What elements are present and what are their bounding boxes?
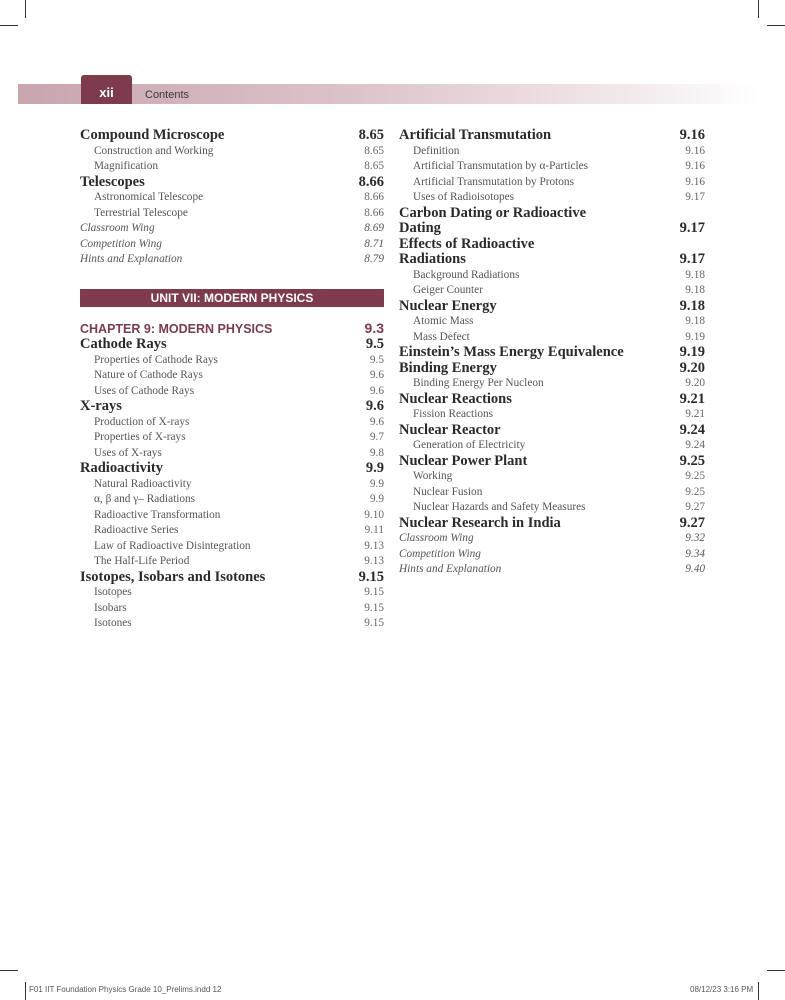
toc-entry-page: 9.15 [364,601,384,614]
toc-entry-subtopic [80,446,384,462]
toc-entry-subtopic [80,523,384,539]
chapter-title: CHAPTER 9: MODERN PHYSICS [80,322,273,336]
toc-entry-subtopic [80,368,384,384]
running-header-title: Contents [145,89,190,101]
toc-entry-heading [80,175,384,191]
toc-entry-title: Astronomical Telescope [94,191,204,203]
toc-entry-heading [399,206,705,222]
toc-entry-page: 9.6 [369,369,384,381]
toc-entry-subtopic [80,508,384,524]
toc-entry-subtopic [80,477,384,493]
toc-entry-title: Nuclear Reactions [399,390,512,407]
toc-entry-heading [399,299,705,315]
unit-title: UNIT VII: MODERN PHYSICS [80,289,384,307]
toc-entry-page: 9.6 [369,415,384,428]
toc-entry-title: Fission Reactions [413,408,494,420]
toc-entry-page: 8.65 [358,127,384,143]
toc-entry-page: 9.13 [364,555,384,567]
toc-entry-title: X-rays [80,398,122,414]
toc-entry-subtopic [399,283,705,299]
toc-entry-page: 9.18 [679,297,705,314]
page-number: xii [81,75,132,104]
toc-entry-subtopic [80,601,384,617]
toc-entry-page: 9.24 [685,439,705,451]
toc-entry-title: Compound Microscope [80,127,225,143]
toc-entry-section [80,237,384,253]
toc-entry-title: Mass Defect [413,330,470,343]
toc-entry-page: 8.71 [364,237,384,250]
toc-entry-title: Production of X-rays [94,415,190,428]
toc-entry-page: 9.21 [679,390,705,407]
toc-entry-page: 9.19 [679,344,705,360]
toc-entry-page: 9.19 [685,330,705,343]
toc-entry-page: 9.6 [369,384,384,397]
toc-entry-heading [399,237,705,253]
crop-mark [0,25,18,26]
toc-entry-subtopic [399,438,705,454]
toc-entry-subtopic [80,353,384,369]
toc-entry-subtopic [399,330,705,346]
toc-entry-title: Einstein’s Mass Energy Equivalence [399,344,624,360]
toc-entry-title: Isotones [94,617,132,629]
toc-entry-title: Nuclear Fusion [413,485,483,498]
toc-entry-subtopic [80,415,384,431]
toc-entry-heading [399,128,705,144]
toc-entry-subtopic [399,144,705,160]
toc-entry-title: Uses of X-rays [94,446,162,459]
toc-entry-page: 9.24 [679,421,705,438]
toc-entry-subtopic [399,500,705,516]
toc-entry-heading [399,392,705,408]
toc-entry-title: Artificial Transmutation by Protons [413,175,574,188]
toc-entry-title: Construction and Working [94,144,214,157]
toc-entry-title: Cathode Rays [80,336,167,352]
chapter-heading [80,320,384,336]
toc-entry-heading [399,221,705,237]
toc-entry-title: Nuclear Power Plant [399,452,528,469]
toc-entry-title: Artificial Transmutation by α-Particles [413,160,589,172]
toc-entry-heading [80,337,384,353]
toc-entry-subtopic [80,206,384,222]
toc-entry-title: Properties of Cathode Rays [94,353,218,366]
toc-entry-title: Radioactive Transformation [94,508,221,521]
toc-entry-section [399,531,705,547]
toc-entry-title: Hints and Explanation [399,563,502,575]
footer-timestamp: 08/12/23 3:16 PM [690,985,754,994]
toc-entry-title: Nuclear Research in India [399,514,561,531]
toc-entry-page: 9.32 [685,532,705,544]
toc-entry-page: 9.25 [685,470,705,482]
toc-entry-title: Nature of Cathode Rays [94,369,203,381]
toc-entry-page: 9.16 [685,175,705,188]
crop-mark [758,982,759,1000]
toc-entry-subtopic [399,268,705,284]
toc-entry-page: 9.18 [685,268,705,281]
toc-entry-subtopic [399,314,705,330]
toc-entry-page: 8.66 [364,206,384,219]
toc-entry-subtopic [80,384,384,400]
toc-entry-page: 8.65 [364,144,384,157]
toc-entry-page: 9.5 [365,336,384,352]
toc-entry-page: 9.9 [369,477,384,490]
toc-entry-page: 9.34 [685,547,705,560]
toc-entry-title: Isobars [94,601,127,614]
toc-entry-title: Nuclear Energy [399,297,497,314]
toc-entry-page: 8.69 [364,222,384,234]
toc-entry-title: Working [413,470,453,482]
toc-entry-subtopic [399,190,705,206]
crop-mark [767,25,785,26]
toc-entry-title: Radioactivity [80,460,163,476]
toc-entry-page: 9.15 [364,586,384,598]
toc-entry-title: Properties of X-rays [94,431,186,443]
toc-entry-subtopic [399,485,705,501]
toc-entry-heading [399,345,705,361]
crop-mark [0,970,18,971]
toc-entry-title: Competition Wing [80,237,162,250]
toc-entry-title: Competition Wing [399,547,481,560]
toc-entry-heading [399,252,705,268]
toc-entry-page: 9.18 [685,284,705,296]
toc-entry-heading [80,399,384,415]
crop-mark [758,0,759,18]
toc-entry-subtopic [80,585,384,601]
crop-mark [767,970,785,971]
toc-entry-subtopic [399,407,705,423]
toc-entry-section [399,562,705,578]
toc-entry-subtopic [80,554,384,570]
toc-entry-title: Dating [399,220,441,236]
chapter-page: 9.3 [364,320,384,336]
toc-entry-page: 8.66 [364,191,384,203]
toc-entry-section [80,252,384,268]
toc-entry-page: 9.7 [369,431,384,443]
toc-entry-page: 9.17 [679,251,705,267]
toc-entry-heading [399,454,705,470]
toc-entry-page: 9.9 [365,460,384,476]
toc-entry-heading [399,361,705,377]
toc-entry-page: 9.25 [685,485,705,498]
toc-entry-page: 9.20 [679,359,705,376]
toc-entry-title: Isotopes [94,586,132,598]
toc-entry-title: Natural Radioactivity [94,477,192,490]
toc-entry-title: Telescopes [80,173,145,190]
toc-entry-page: 9.6 [365,398,384,414]
toc-right [399,128,705,578]
toc-entry-heading [80,461,384,477]
toc-entry-page: 9.27 [679,514,705,531]
toc-left-top [80,128,384,268]
toc-entry-page: 9.8 [369,446,384,459]
toc-entry-page: 9.27 [685,501,705,513]
toc-entry-title: Atomic Mass [413,315,474,327]
toc-entry-subtopic [399,376,705,392]
toc-entry-subtopic [80,190,384,206]
toc-entry-page: 9.10 [364,508,384,521]
toc-entry-title: Radioactive Series [94,524,179,536]
toc-entry-title: Classroom Wing [399,532,474,544]
toc-entry-subtopic [80,492,384,508]
toc-entry-title: Terrestrial Telescope [94,206,188,219]
toc-entry-page: 8.65 [364,160,384,172]
toc-entry-title: Law of Radioactive Disintegration [94,539,251,552]
toc-entry-page: 9.25 [679,452,705,469]
toc-entry-page: 9.20 [685,377,705,389]
toc-entry-title: Uses of Cathode Rays [94,384,195,397]
toc-entry-page: 9.9 [369,493,384,505]
toc-entry-title: Binding Energy Per Nucleon [413,377,544,389]
toc-entry-page: 9.17 [685,191,705,203]
toc-entry-title: Uses of Radioisotopes [413,191,515,203]
toc-entry-page: 9.18 [685,315,705,327]
crop-mark [25,0,26,18]
toc-entry-section [80,221,384,237]
toc-entry-page: 9.5 [369,353,384,366]
toc-entry-page: 9.15 [364,617,384,629]
toc-entry-subtopic [399,469,705,485]
toc-entry-page: 9.16 [685,144,705,157]
toc-entry-heading [399,516,705,532]
toc-entry-page: 8.79 [364,253,384,265]
toc-entry-subtopic [399,159,705,175]
toc-left-bottom [80,337,384,632]
toc-entry-subtopic [80,430,384,446]
toc-entry-page: 9.21 [685,408,705,420]
toc-entry-title: Carbon Dating or Radioactive [399,204,587,221]
toc-entry-title: α, β and γ– Radiations [94,493,196,505]
toc-entry-page: 9.16 [685,160,705,172]
toc-entry-page: 9.16 [679,127,705,143]
toc-entry-subtopic [80,616,384,632]
crop-mark [25,982,26,1000]
toc-entry-page: 9.13 [364,539,384,552]
toc-entry-title: Definition [413,144,460,157]
toc-entry-page: 9.40 [685,563,705,575]
toc-entry-title: Isotopes, Isobars and Isotones [80,568,266,585]
toc-entry-title: Hints and Explanation [80,253,183,265]
toc-entry-title: Geiger Counter [413,284,483,296]
toc-entry-subtopic [80,144,384,160]
toc-entry-page: 9.11 [364,524,384,536]
toc-entry-heading [80,570,384,586]
toc-entry-title: Artificial Transmutation [399,127,552,143]
footer-file-name: F01 IIT Foundation Physics Grade 10_Prelims.indd 12 [29,985,222,994]
toc-entry-subtopic [399,175,705,191]
toc-entry-heading [399,423,705,439]
toc-entry-title: Nuclear Hazards and Safety Measures [413,501,586,513]
toc-entry-page: 9.15 [358,568,384,585]
toc-entry-subtopic [80,159,384,175]
toc-entry-title: Background Radiations [413,268,520,281]
toc-entry-heading [80,128,384,144]
toc-entry-page: 8.66 [358,173,384,190]
toc-entry-section [399,547,705,563]
toc-entry-title: Radiations [399,251,466,267]
toc-entry-title: The Half-Life Period [94,555,190,567]
toc-entry-title: Magnification [94,160,158,172]
toc-entry-title: Classroom Wing [80,222,155,234]
toc-entry-title: Generation of Electricity [413,439,526,451]
toc-entry-title: Binding Energy [399,359,497,376]
toc-entry-subtopic [80,539,384,555]
toc-entry-title: Effects of Radioactive [399,235,535,252]
toc-entry-page: 9.17 [679,220,705,236]
toc-entry-title: Nuclear Reactor [399,421,501,438]
